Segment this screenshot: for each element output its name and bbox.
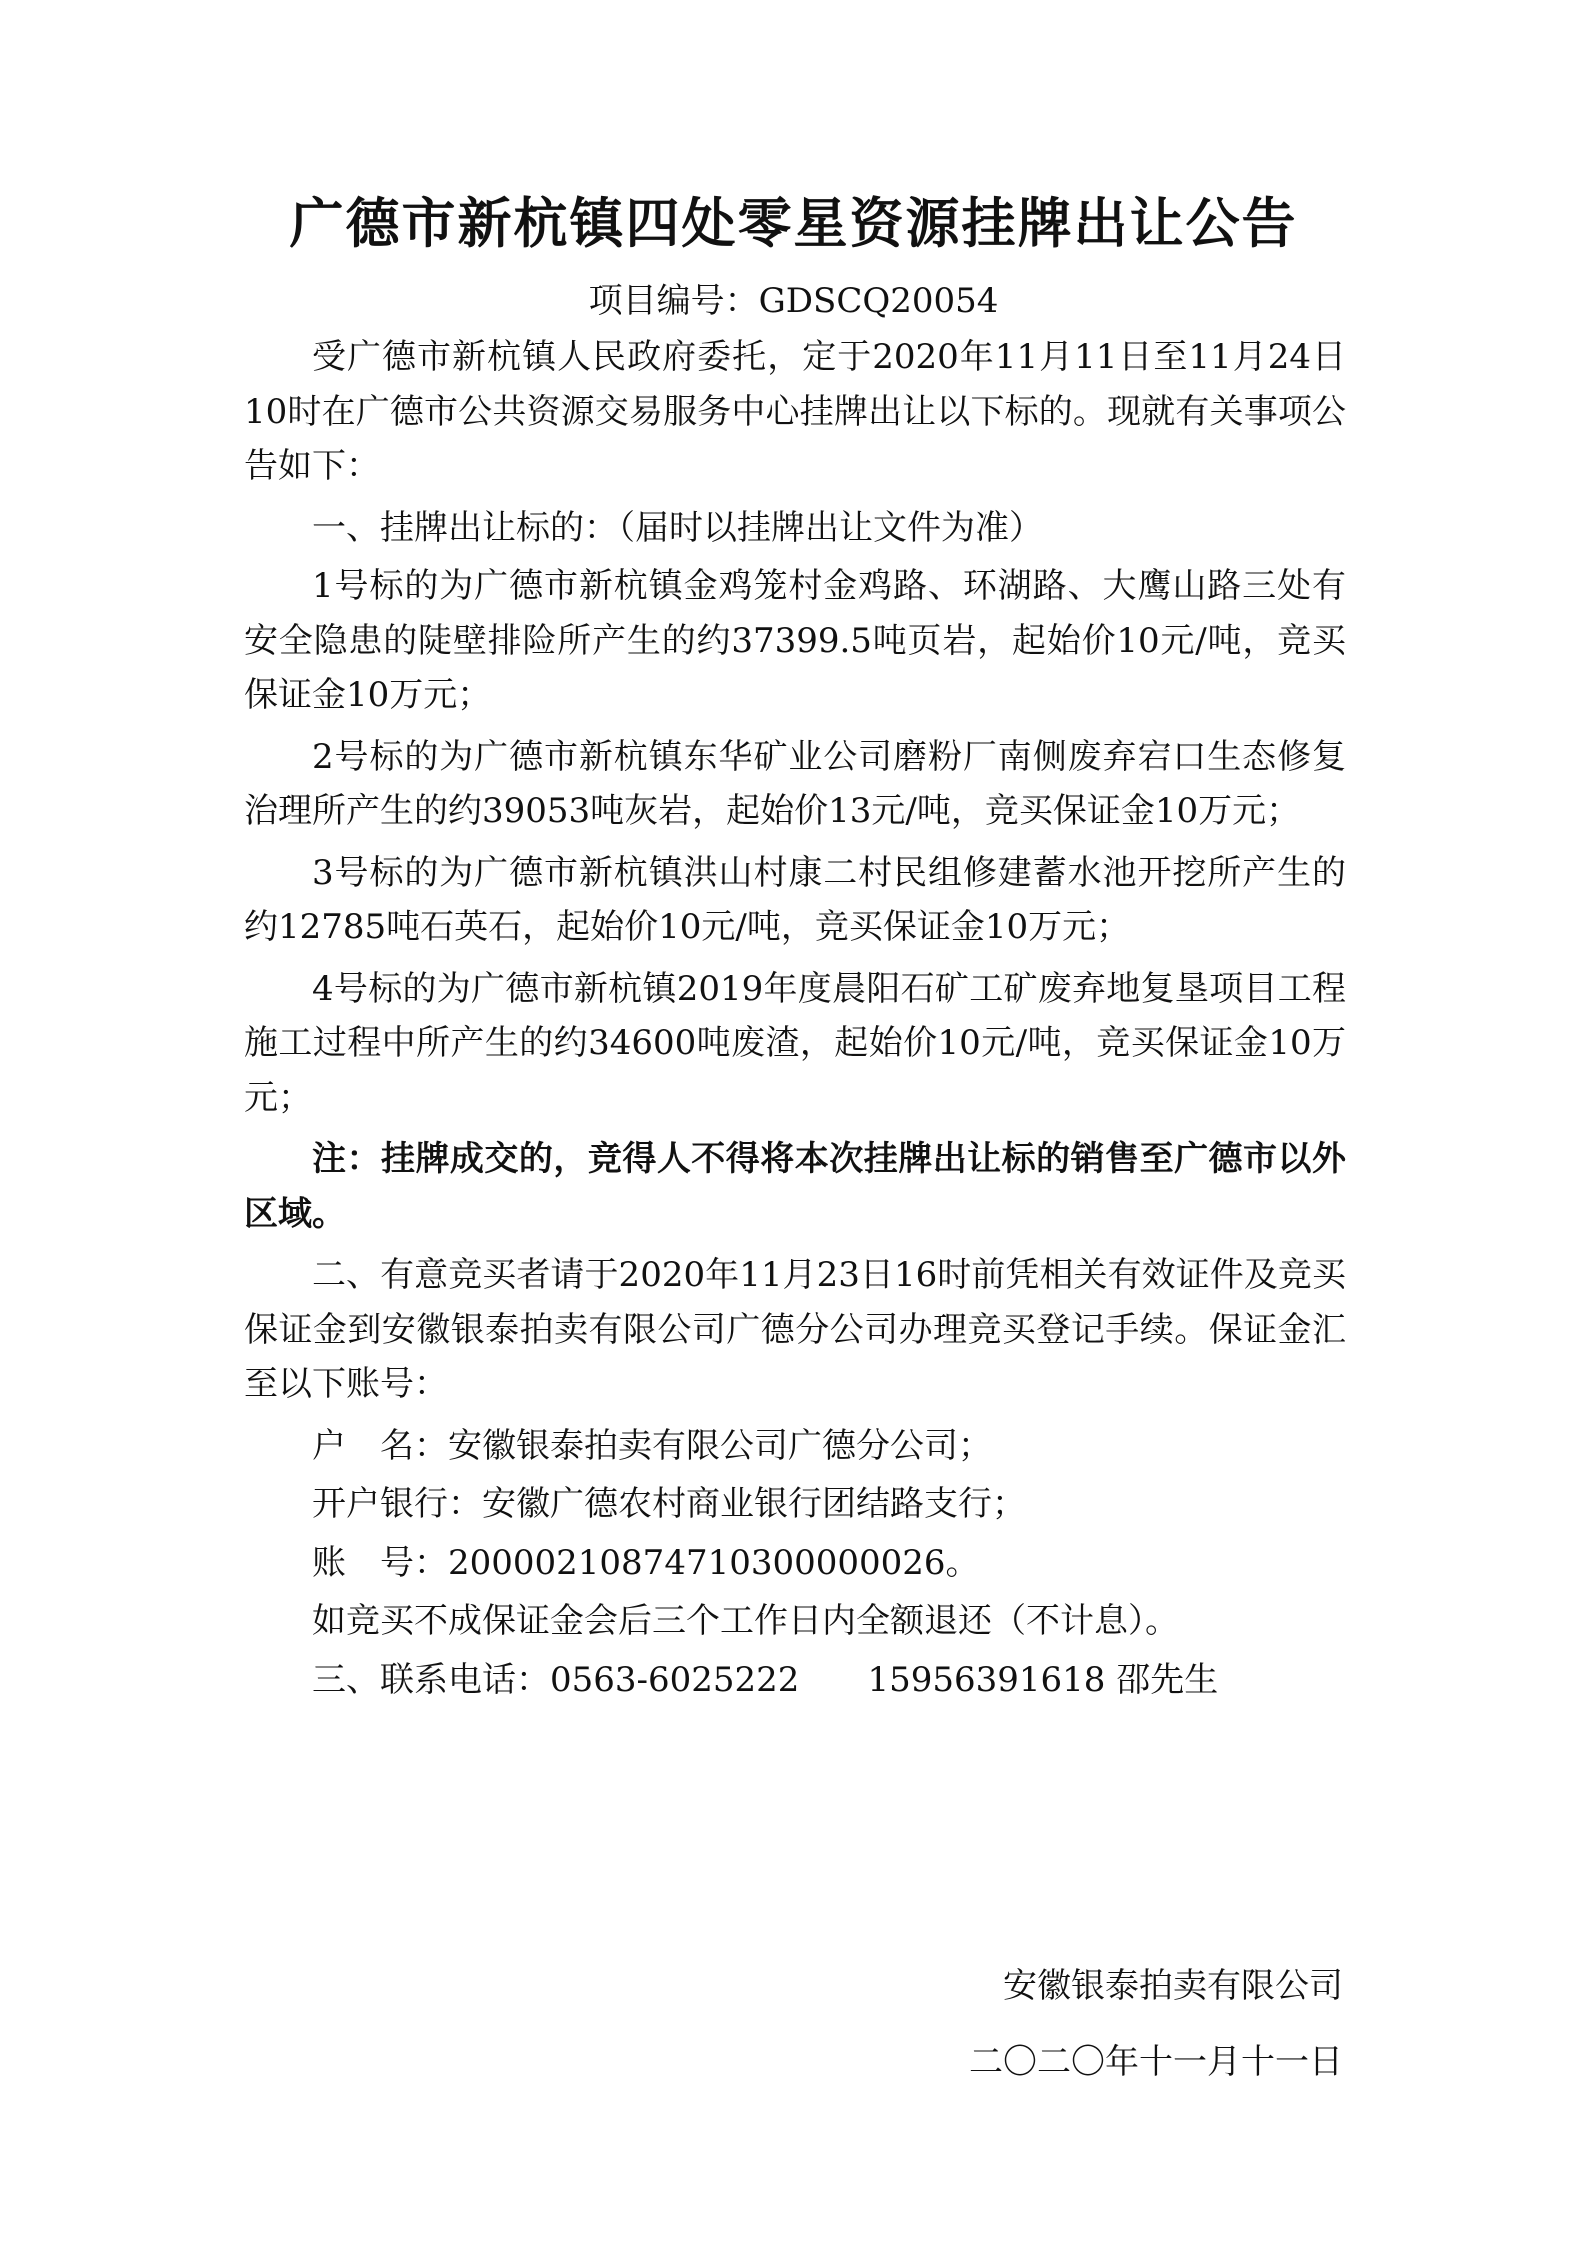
intro-paragraph: 受广德市新杭镇人民政府委托，定于2020年11月11日至11月24日10时在广德市公共资源交易服务中心挂牌出让以下标的。现就有关事项公告如下： [244,337,1346,486]
account-name-line: 户 名：安徽银泰拍卖有限公司广德分公司； [312,1425,992,1466]
document-title: 广德市新杭镇四处零星资源挂牌出让公告 [289,191,1298,255]
signature-company: 安徽银泰拍卖有限公司 [1003,1966,1343,2006]
contact-line: 三、联系电话：0563-6025222 15956391618 邵先生 [312,1659,1219,1700]
note-paragraph: 注：挂牌成交的，竞得人不得将本次挂牌出让标的销售至广德市以外区域。 [244,1139,1346,1234]
signature-date: 二〇二〇年十一月十一日 [969,2042,1343,2082]
section-1-heading: 一、挂牌出让标的：（届时以挂牌出让文件为准） [312,507,1043,548]
lot-1-paragraph: 1号标的为广德市新杭镇金鸡笼村金鸡路、环湖路、大鹰山路三处有安全隐患的陡壁排险所产生的约37399.5吨页岩，起始价10元/吨，竞买保证金10万元； [244,566,1346,715]
document-body [244,330,1346,1711]
lot-2-paragraph: 2号标的为广德市新杭镇东华矿业公司磨粉厂南侧废弃宕口生态修复治理所产生的约39053吨灰岩，起始价13元/吨，竞买保证金10万元； [244,736,1346,831]
section-2-paragraph: 二、有意竞买者请于2020年11月23日16时前凭相关有效证件及竞买保证金到安徽银泰拍卖有限公司广德分公司办理竞买登记手续。保证金汇至以下账号： [244,1255,1346,1404]
lot-3-paragraph: 3号标的为广德市新杭镇洪山村康二村民组修建蓄水池开挖所产生的约12785吨石英石，起始价10元/吨，竞买保证金10万元； [244,852,1346,947]
lot-4-paragraph: 4号标的为广德市新杭镇2019年度晨阳石矿工矿废弃地复垦项目工程施工过程中所产生的约34600吨废渣，起始价10元/吨，竞买保证金10万元； [244,968,1346,1118]
project-number: 项目编号：GDSCQ20054 [588,281,999,321]
account-number-line: 账 号：20000210874710300000026。 [312,1542,980,1583]
signature-block [969,1948,1343,2100]
refund-line: 如竞买不成保证金会后三个工作日内全额退还（不计息）。 [312,1601,1179,1641]
bank-line: 开户银行：安徽广德农村商业银行团结路支行； [312,1484,1026,1524]
